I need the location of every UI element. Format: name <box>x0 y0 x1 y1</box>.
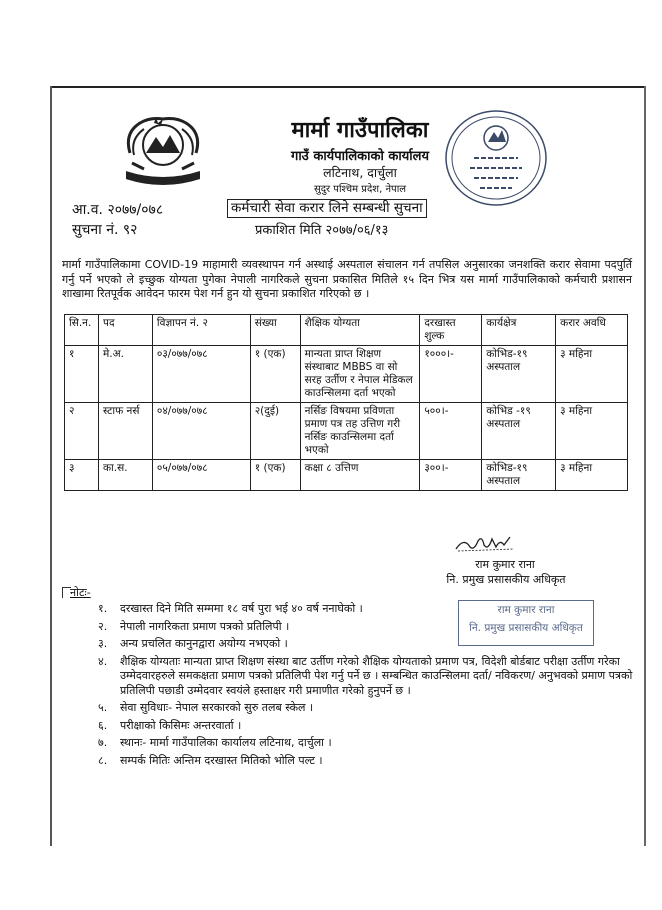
list-item <box>98 719 634 734</box>
col-header: विज्ञापन नं. २ <box>152 315 250 346</box>
page-border-left <box>50 86 52 846</box>
table-cell: नर्सिङ विषयमा प्रविणता प्रमाण पत्र तह उत्तिण गरी नर्सिङ काउन्सिलमा दर्ता भएको <box>300 403 420 460</box>
municipality-title: मार्मा गाउँपालिका <box>291 118 429 143</box>
vacancy-table <box>64 314 628 491</box>
signer-name: राम कुमार राना <box>475 558 535 571</box>
table-cell: मे.अ. <box>98 346 152 403</box>
table-row <box>65 346 628 403</box>
table-cell: स्टाफ नर्स <box>98 403 152 460</box>
note-number: २. <box>98 619 108 633</box>
note-text: नेपाली नागरिकता प्रमाण पत्रको प्रतिलिपी । <box>120 619 290 633</box>
table-cell: ५००।- <box>420 403 482 460</box>
table-header-row <box>65 315 628 346</box>
table-cell: ३ महिना <box>556 403 628 460</box>
table-cell: ३ महिना <box>556 460 628 491</box>
list-item <box>98 701 634 716</box>
table-cell: कक्षा ८ उत्तिण <box>300 460 420 491</box>
table-cell: २(दुई) <box>250 403 300 460</box>
table-cell: ०४/०७७/०७८ <box>152 403 250 460</box>
table-cell: १ <box>65 346 99 403</box>
table-row <box>65 403 628 460</box>
signer-title: नि. प्रमुख प्रसासकीय अधिकृत <box>446 573 566 586</box>
note-text: स्थानः- मार्मा गाउँपालिका कार्यालय लटिनाथ, दार्चुला । <box>120 736 332 749</box>
page-border-right <box>644 86 646 846</box>
table-cell: कोभिड-१९ अस्पताल <box>482 346 556 403</box>
col-header: सि.न. <box>65 315 99 346</box>
note-number: ४. <box>98 654 108 668</box>
list-item <box>98 602 634 617</box>
col-header: करार अवधि <box>556 315 628 346</box>
table-cell: ३ <box>65 460 99 491</box>
list-item <box>98 620 634 635</box>
table-cell: २ <box>65 403 99 460</box>
table-cell: ३ महिना <box>556 346 628 403</box>
published-date: प्रकाशित मिति २०७७/०६/१३ <box>255 223 389 238</box>
col-header: दरखास्त शुल्क <box>420 315 482 346</box>
table-cell: ३००।- <box>420 460 482 491</box>
stamp-line: नि. प्रमुख प्रसासकीय अधिकृत <box>469 622 583 634</box>
note-text: दरखास्त दिने मिति सम्ममा १८ वर्ष पुरा भई ४० वर्ष ननाघेको । <box>120 602 363 615</box>
list-item <box>98 754 634 769</box>
notice-number: सुचना नं. ९२ <box>72 222 138 238</box>
note-text: सेवा सुविधाः- नेपाल सरकारको सुरु तलब स्केल । <box>120 701 314 714</box>
table-cell: १ (एक) <box>250 346 300 403</box>
note-text: सम्पर्क मितिः अन्तिम दरखास्त मितिको भोलि पल्ट । <box>120 753 323 767</box>
office-location: लटिनाथ, दार्चुला <box>323 165 397 180</box>
col-header: कार्यक्षेत्र <box>482 315 556 346</box>
note-text: परीक्षाको किसिमः अन्तरवार्ता । <box>120 718 242 732</box>
office-name: गाउँ कार्यपालिकाको कार्यालय <box>291 149 429 164</box>
col-header: पद <box>98 315 152 346</box>
notes-label: नोटः- <box>70 586 91 599</box>
table-row <box>65 460 628 491</box>
note-number: ३. <box>98 637 108 650</box>
table-cell: का.स. <box>98 460 152 491</box>
fiscal-year: आ.व. २०७७/०७८ <box>72 202 164 218</box>
table-cell: १०००।- <box>420 346 482 403</box>
col-header: संख्या <box>250 315 300 346</box>
intro-paragraph: मार्मा गाउँपालिकामा COVID-19 माहामारी व्यवस्थापन गर्न अस्थाई अस्पताल संचालन गर्न तपसिल अनुसारका जनशक्ति करार सेवामा पदपुर्ति गर्नु पर्ने भएकाे ले इच्छुक योग्यता पुगेका नेपाली नागरिकले सुचना प्रकासित मितिले १५ दिन भित्र यस मार्मा गाउँपालिकाको कर्मचारी प्रशासन शाखामा रितपूर्वक आवेदन फारम पेश गर्न हुन यो सुचना प्रकाशित गरिएको छ । <box>62 258 632 300</box>
table-cell: कोभिड-१९ अस्पताल <box>482 460 556 491</box>
table-cell: १ (एक) <box>250 460 300 491</box>
list-item <box>98 655 634 699</box>
table-cell: मान्यता प्राप्त शिक्षण संस्थाबाट MBBS वा सो सरह उर्तीण र नेपाल मेडिकल काउन्सिलमा दर्ता भएको <box>300 346 420 403</box>
stamp-line: राम कुमार राना <box>497 604 555 616</box>
table-cell: ०५/०७७/०७८ <box>152 460 250 491</box>
list-item <box>98 637 634 652</box>
province-name: सुदुर पश्चिम प्रदेश, नेपाल <box>313 184 407 195</box>
nepal-emblem-icon <box>120 113 206 191</box>
col-header: शैक्षिक योग्यता <box>300 315 420 346</box>
note-text: शैक्षिक योग्यताः मान्यता प्राप्त शिक्षण संस्था बाट उर्तीण गरेको शैक्षिक योग्यताको प्रमाण पत्र, विदेशी बोर्डबाट परीक्षा उर्तीण गरेका उम्मेदवारहरुले समकक्षता प्रमाण पत्रको प्रतिलिपी पेश गर्नु पर्ने छ । सम्बन्धित काउन्सिलमा दर्ता/ नविकरण/ अनुभवको प्रमाण पत्रको प्रतिलिपी पछाडी उम्मेदवार स्वयंले हस्ताक्षर गरी प्रमाणीत गरेको हुनुपर्ने छ । <box>120 654 633 697</box>
handwritten-signature-icon <box>454 533 518 553</box>
note-number: ७. <box>98 736 108 749</box>
table-cell: ०३/०७७/०७८ <box>152 346 250 403</box>
table-cell: कोभिड -१९ अस्पताल <box>482 403 556 460</box>
list-item <box>98 736 634 751</box>
note-text: अन्य प्रचलित कानुनद्वारा अयोग्य नभएको । <box>120 637 288 650</box>
notice-subject: कर्मचारी सेवा करार लिने सम्बन्धी सुचना <box>227 199 427 218</box>
page-border-top <box>50 86 646 88</box>
notes-list <box>98 602 634 771</box>
note-number: ८. <box>98 753 108 767</box>
note-number: १. <box>98 602 108 615</box>
note-number: ५. <box>98 701 108 714</box>
note-number: ६. <box>98 718 108 732</box>
